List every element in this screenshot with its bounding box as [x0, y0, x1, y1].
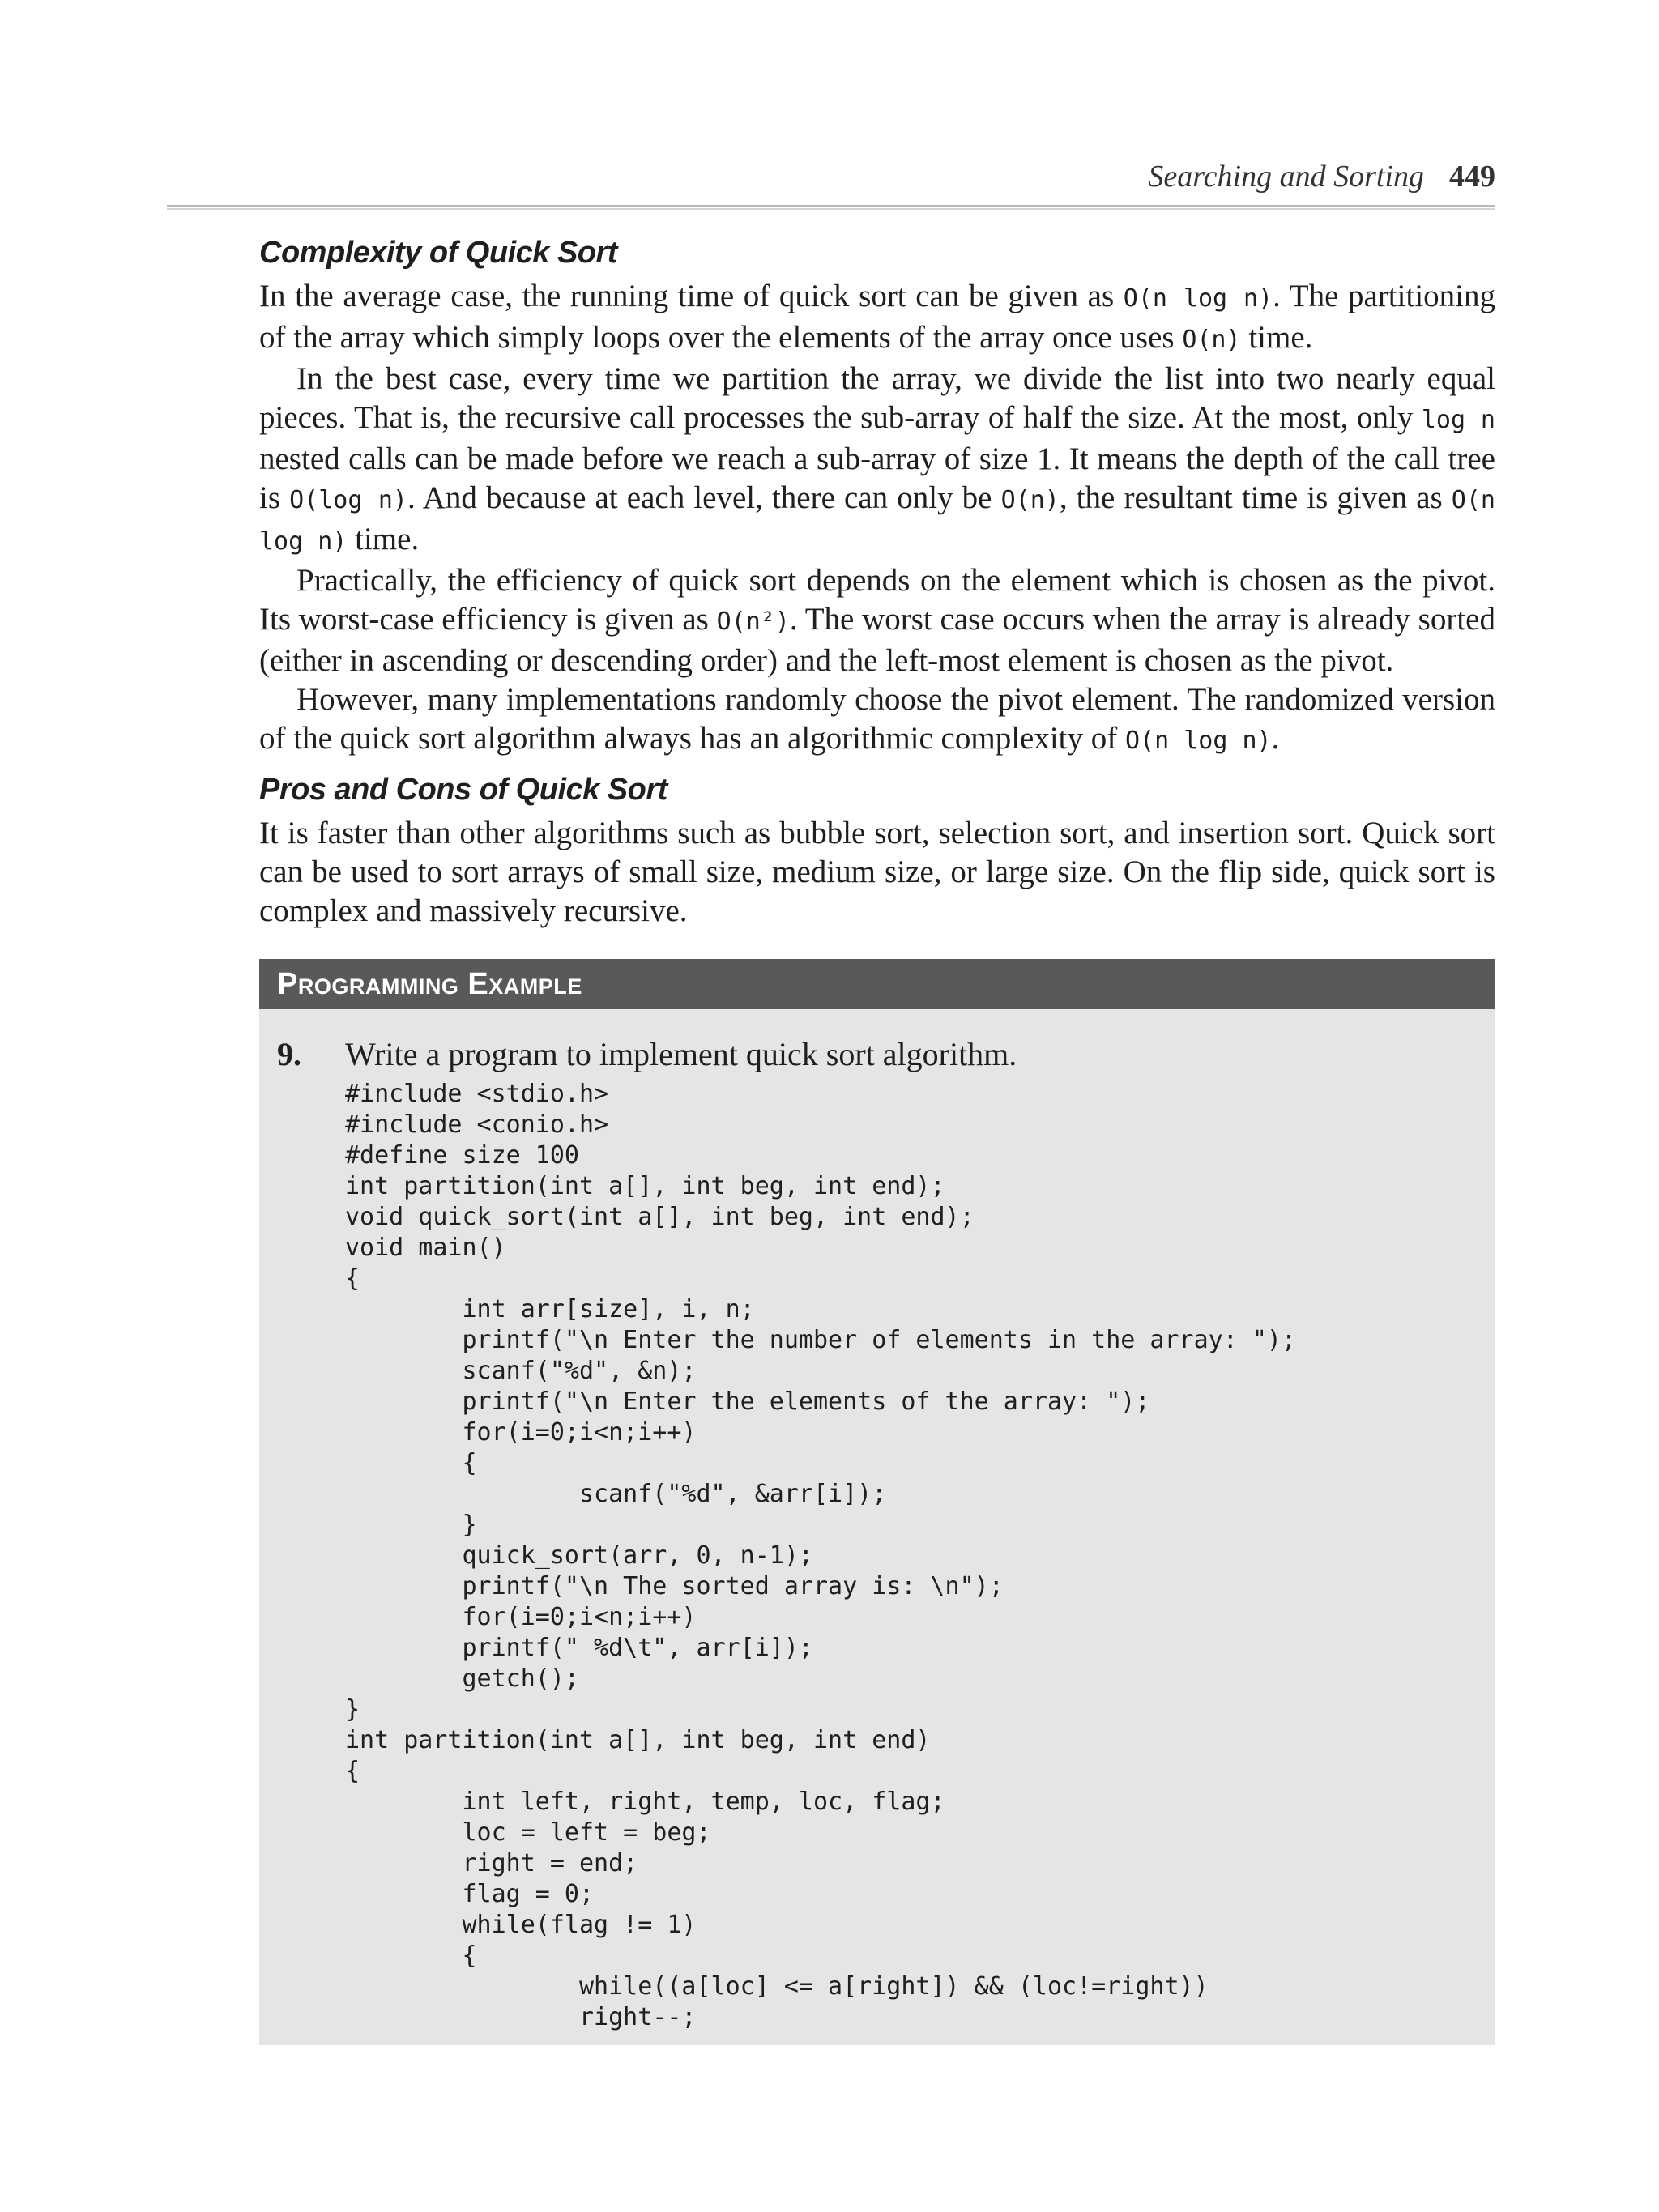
- section-heading-pros-cons: Pros and Cons of Quick Sort: [259, 773, 667, 807]
- programming-example-box: [259, 959, 1495, 2045]
- code-listing: #include <stdio.h> #include <conio.h> #define size 100 int partition(int a[], int beg, int end); void quick_sort(int a[], int beg, int end); void main() { int arr[size], i, n; printf("\n Enter the number of elements in the array: "); scanf("%d", &n); printf("\n Enter the elements of the array: "); for(i=0;i<n;i++) { scanf("%d", &arr[i]); } quick_sort(arr, 0, n-1); printf("\n The sorted array is: \n"); for(i=0;i<n;i++) printf(" %d\t", arr[i]); getch(); } int partition(int a[], int beg, int end) { int left, right, temp, loc, flag; loc = left = beg; right = end; flag = 0; while(flag != 1) { while((a[loc] <= a[right]) && (loc!=right)) right--;: [345, 1080, 1297, 2031]
- text-run: .: [1271, 721, 1280, 756]
- text-run: time.: [347, 522, 420, 556]
- question-text: Write a program to implement quick sort algorithm.: [345, 1036, 1017, 1072]
- inline-code: O(n log n): [1125, 727, 1272, 755]
- page-number: 449: [1449, 160, 1495, 194]
- page-content: [259, 228, 1495, 944]
- inline-code: O(n): [1182, 326, 1241, 354]
- text-run: . And because at each level, there can only be: [407, 480, 1001, 515]
- running-title: Searching and Sorting: [1148, 160, 1424, 194]
- programming-example-title: Programming Example: [259, 959, 1495, 1009]
- page-header: [167, 159, 1495, 194]
- text-run: time.: [1240, 320, 1313, 355]
- inline-code: O(n log n): [1123, 284, 1273, 313]
- paragraph-randomized: [259, 680, 1495, 761]
- inline-code: O(n²): [716, 607, 790, 636]
- paragraph-worst-case: [259, 561, 1495, 680]
- text-run: In the best case, every time we partition the array, we divide the list into two nearly equal pieces. That is, the recursive call processes the sub-array of half the size. At the most, only: [259, 361, 1495, 435]
- paragraph-average-case: [259, 277, 1495, 360]
- text-run: , the resultant time is given as: [1059, 480, 1452, 515]
- paragraph-best-case: [259, 360, 1495, 561]
- inline-code: O(log n): [289, 486, 407, 514]
- text-run: In the average case, the running time of quick sort can be given as: [259, 279, 1124, 313]
- paragraph-pros-cons: It is faster than other algorithms such as bubble sort, selection sort, and insertion sort. Quick sort can be used to sort arrays of small size, medium size, or large size. On the flip side, quick sort is complex and massively recursive.: [259, 816, 1495, 928]
- inline-code: O(n log n): [259, 486, 1495, 556]
- question-row: [259, 1032, 1495, 1077]
- header-rule: [167, 205, 1495, 210]
- text-run: However, many implementations randomly choose the pivot element. The randomized version of the quick sort algorithm always has an algorithmic complexity of: [259, 682, 1495, 756]
- inline-code: O(n): [1000, 486, 1060, 514]
- text-run: nested calls can be made before we reach a sub-array of size 1. It means the depth of the call tree is: [259, 441, 1495, 515]
- text-run: . The partitioning of the array which simply loops over the elements of the array once uses: [259, 279, 1496, 355]
- question-number: 9.: [277, 1036, 301, 1072]
- inline-code: log n: [1421, 406, 1495, 434]
- text-run: Practically, the efficiency of quick sort depends on the element which is chosen as the pivot. Its worst-case efficiency is given as: [259, 563, 1495, 637]
- section-heading-complexity: Complexity of Quick Sort: [259, 236, 617, 270]
- text-run: . The worst case occurs when the array is already sorted (either in ascending or descending order) and the left-most element is chosen as the pivot.: [259, 602, 1495, 678]
